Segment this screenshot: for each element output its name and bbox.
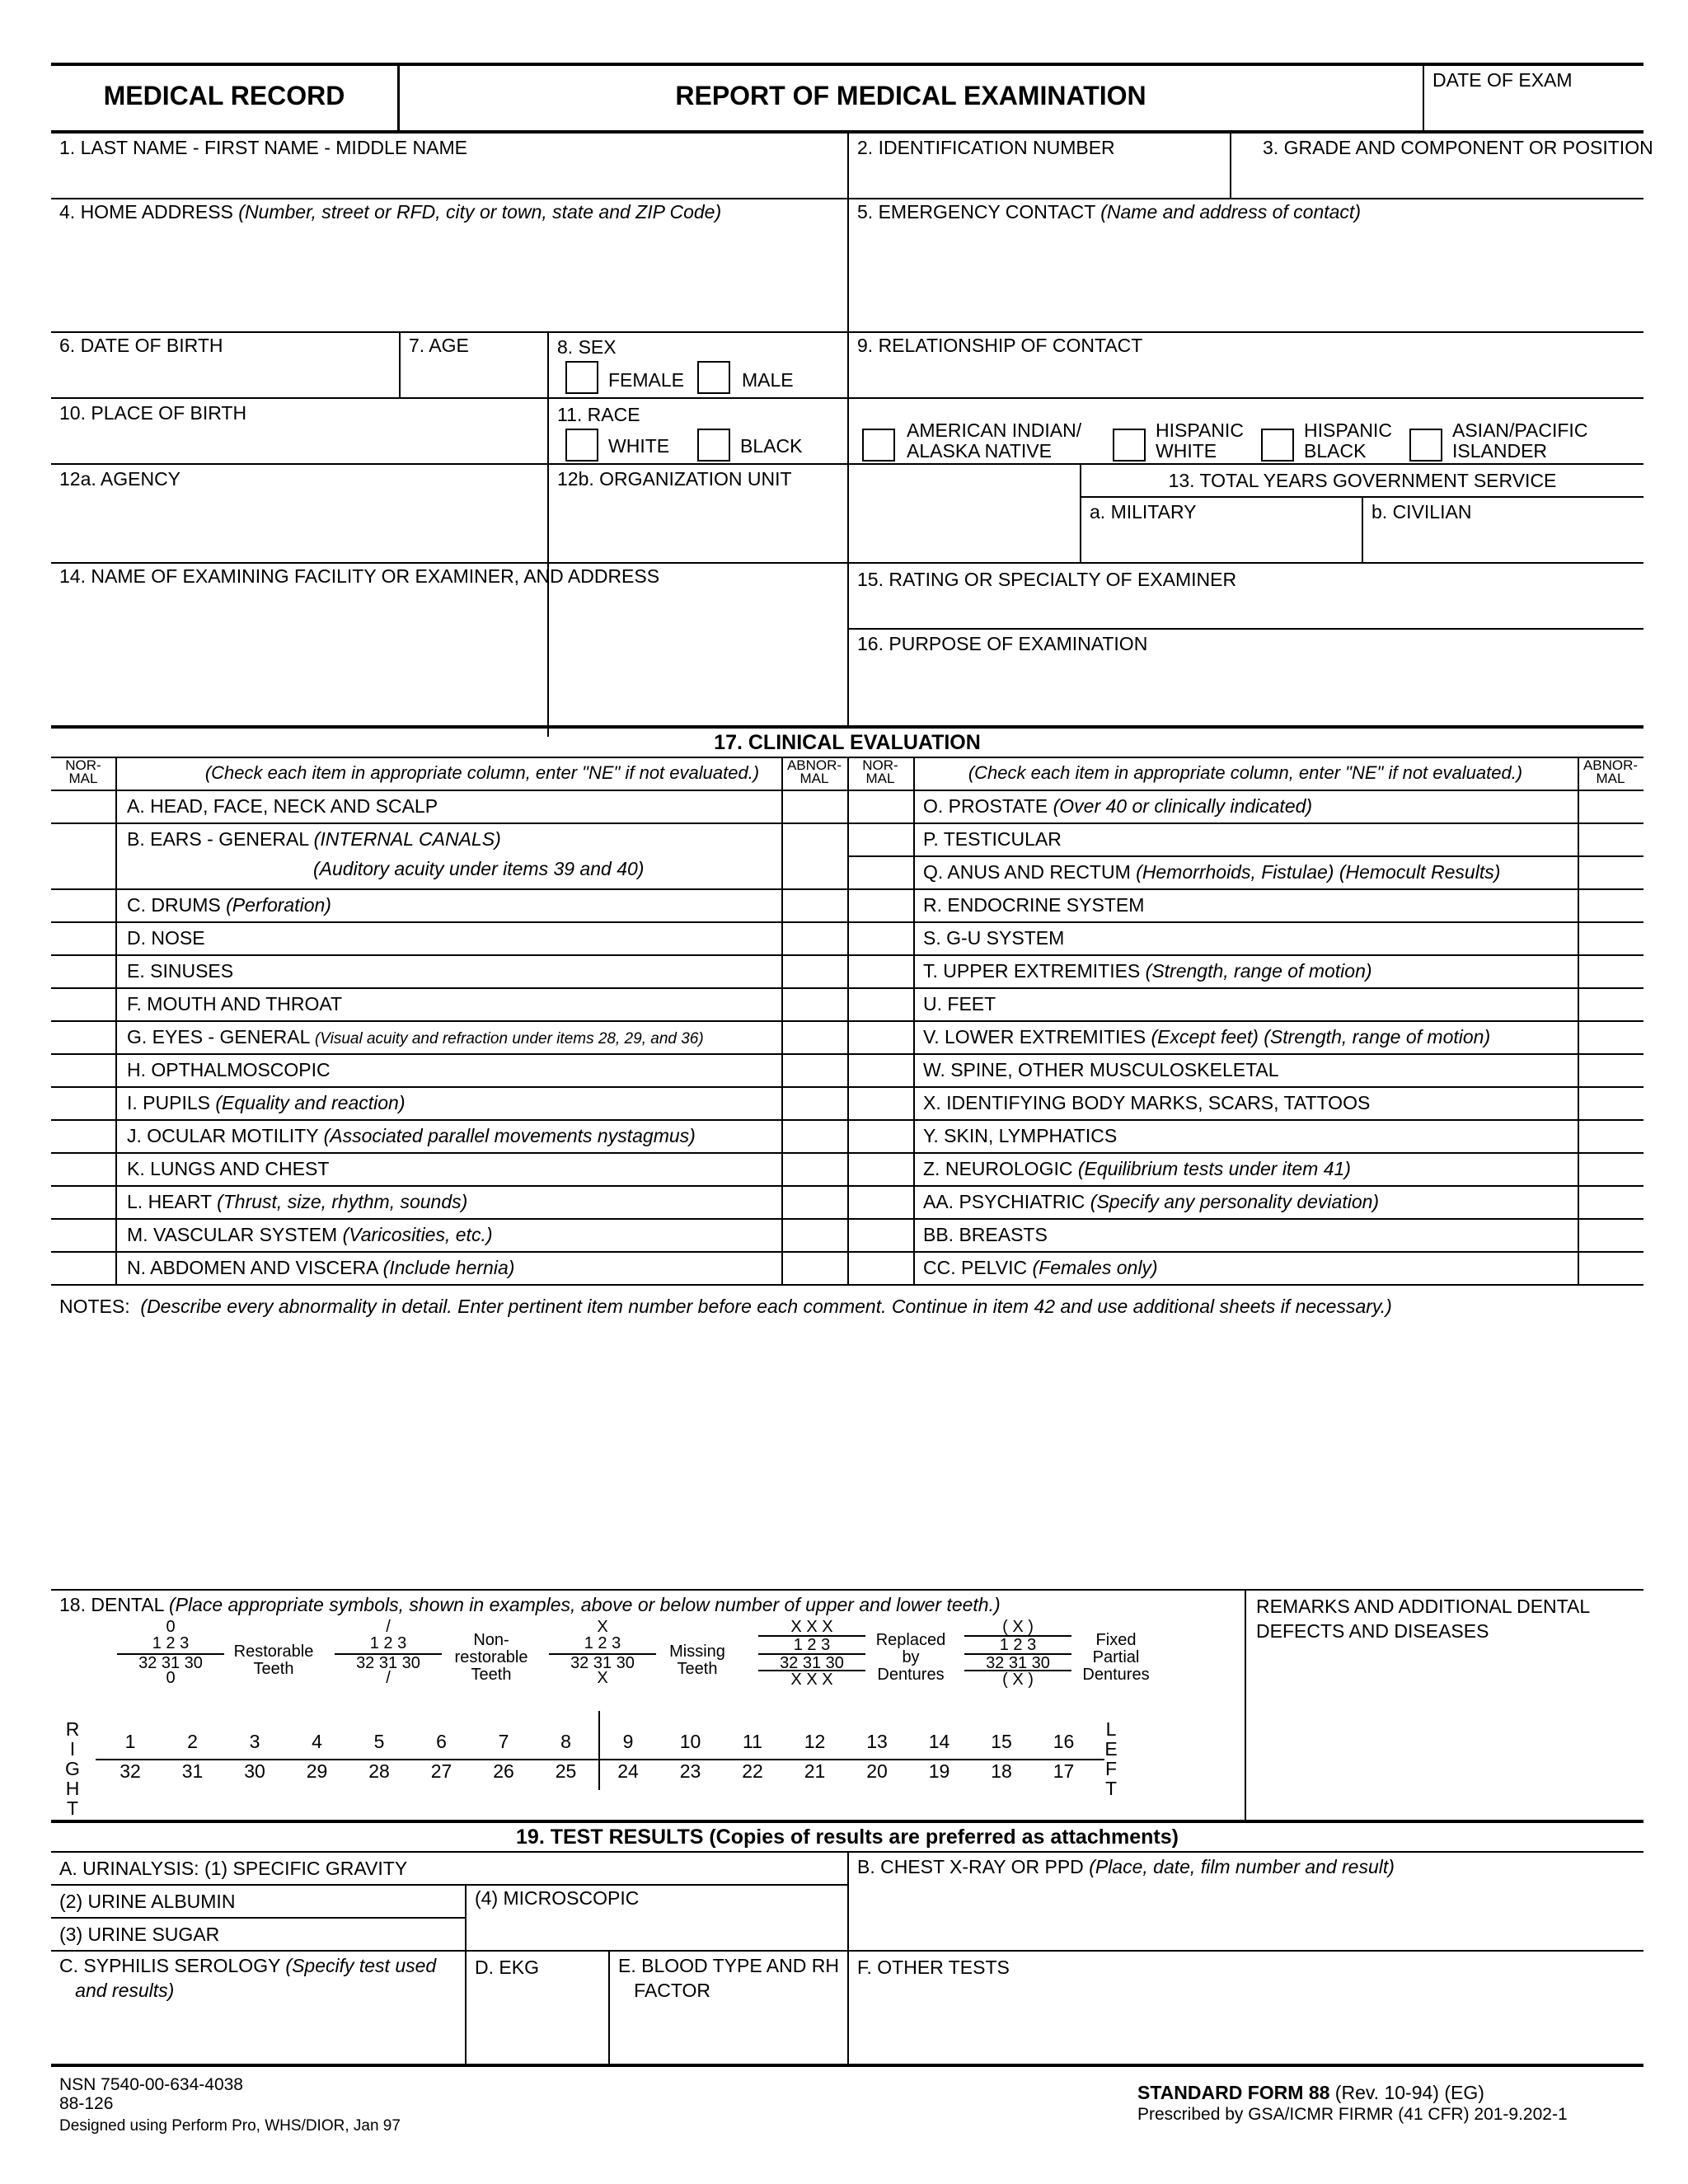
field-12b-label: 12b. ORGANIZATION UNIT bbox=[557, 468, 792, 490]
divider bbox=[1245, 1589, 1246, 1821]
tooth-upper[interactable]: 12 bbox=[804, 1731, 826, 1752]
tooth-lower[interactable]: 27 bbox=[430, 1760, 452, 1782]
field-16-label: 16. PURPOSE OF EXAMINATION bbox=[857, 633, 1148, 654]
abnormal-cell-left[interactable] bbox=[783, 1220, 787, 1224]
abnormal-cell-right[interactable] bbox=[1579, 824, 1583, 828]
microscopic-label: (4) MICROSCOPIC bbox=[475, 1887, 640, 1909]
ex-upper: 1 2 3 bbox=[152, 1634, 190, 1652]
rule bbox=[847, 1251, 1643, 1253]
normal-cell-right[interactable] bbox=[849, 1187, 853, 1191]
chest-xray-label: B. CHEST X-RAY OR PPD (Place, date, film number and result) bbox=[857, 1856, 1395, 1877]
tooth-lower[interactable]: 28 bbox=[368, 1760, 390, 1782]
field-6-label: 6. DATE OF BIRTH bbox=[59, 335, 223, 356]
normal-cell-left[interactable] bbox=[117, 1088, 121, 1092]
abnormal-cell-right[interactable] bbox=[1579, 1055, 1583, 1059]
abnormal-cell-left[interactable] bbox=[783, 956, 787, 960]
female-label: FEMALE bbox=[608, 369, 685, 391]
tooth-lower[interactable]: 20 bbox=[866, 1760, 888, 1782]
field-10-label: 10. PLACE OF BIRTH bbox=[59, 402, 247, 424]
tooth-lower[interactable]: 17 bbox=[1053, 1760, 1075, 1782]
clinical-item-right: P. TESTICULAR bbox=[923, 828, 1062, 850]
hispanic-white-label: HISPANIC WHITE bbox=[1156, 419, 1244, 462]
rule bbox=[51, 987, 847, 989]
footer-standard-form: STANDARD FORM 88 (Rev. 10-94) (EG) bbox=[1137, 2082, 1484, 2103]
abnormal-cell-left[interactable] bbox=[783, 1022, 787, 1026]
normal-cell-left[interactable] bbox=[117, 1022, 121, 1026]
footer-designed: Designed using Perform Pro, WHS/DIOR, Jan 97 bbox=[59, 2117, 401, 2135]
divider bbox=[847, 132, 849, 725]
tooth-lower[interactable]: 18 bbox=[991, 1760, 1012, 1782]
clinical-item-left: G. EYES - GENERAL (Visual acuity and refraction under items 28, 29, and 36) bbox=[127, 1026, 704, 1047]
abnormal-cell-left[interactable] bbox=[783, 791, 787, 795]
clinical-item-left: I. PUPILS (Equality and reaction) bbox=[127, 1092, 406, 1113]
abnormal-header-right: ABNOR- MAL bbox=[1582, 757, 1639, 786]
rule bbox=[51, 1251, 847, 1253]
rule bbox=[51, 1119, 847, 1121]
tooth-upper[interactable]: 6 bbox=[436, 1731, 447, 1752]
abnormal-cell-left[interactable] bbox=[783, 923, 787, 927]
urinalysis-label: A. URINALYSIS: (1) SPECIFIC GRAVITY bbox=[59, 1858, 408, 1879]
sym-slash-bottom: / bbox=[386, 1669, 391, 1687]
clinical-item-left: D. NOSE bbox=[127, 927, 205, 949]
abnormal-cell-right[interactable] bbox=[1579, 1121, 1583, 1125]
field-12a-label: 12a. AGENCY bbox=[59, 468, 181, 490]
midline bbox=[598, 1711, 600, 1790]
ex-lower: 32 31 30 bbox=[117, 1653, 224, 1672]
abnormal-cell-left[interactable] bbox=[783, 824, 787, 828]
field-3-label: 3. GRADE AND COMPONENT OR POSITION bbox=[1263, 137, 1653, 158]
normal-cell-right[interactable] bbox=[849, 1253, 853, 1257]
checkbox-hispanic-black[interactable] bbox=[1261, 429, 1294, 462]
field-13-label: 13. TOTAL YEARS GOVERNMENT SERVICE bbox=[1168, 470, 1557, 491]
normal-cell-left[interactable] bbox=[117, 824, 121, 828]
divider bbox=[1230, 132, 1231, 198]
abnormal-header-left: ABNOR- MAL bbox=[786, 757, 842, 786]
rule bbox=[51, 1218, 847, 1220]
rule bbox=[51, 1589, 1643, 1591]
rule bbox=[51, 1284, 847, 1286]
tooth-lower[interactable]: 31 bbox=[181, 1760, 204, 1782]
sym-par-bottom: ( X ) bbox=[964, 1670, 1071, 1689]
instruction-right: (Check each item in appropriate column, enter "NE" if not evaluated.) bbox=[968, 762, 1523, 783]
rule bbox=[51, 921, 847, 923]
sym-par-top: ( X ) bbox=[1002, 1618, 1034, 1636]
ex-upper: 1 2 3 bbox=[758, 1635, 865, 1654]
checkbox-female[interactable] bbox=[565, 361, 598, 394]
tooth-lower[interactable]: 19 bbox=[928, 1760, 950, 1782]
syphilis-label: C. SYPHILIS SEROLOGY (Specify test used and results) bbox=[59, 1955, 437, 2001]
normal-cell-left[interactable] bbox=[117, 791, 121, 795]
urine-sugar-label: (3) URINE SUGAR bbox=[59, 1924, 220, 1945]
left-side-label: L E F T bbox=[1104, 1718, 1118, 1799]
abnormal-cell-right[interactable] bbox=[1579, 1088, 1583, 1092]
clinical-item-right: Z. NEUROLOGIC (Equilibrium tests under item 41) bbox=[923, 1158, 1351, 1179]
clinical-item-right: BB. BREASTS bbox=[923, 1224, 1048, 1245]
field-11-label: 11. RACE bbox=[557, 404, 640, 425]
checkbox-male[interactable] bbox=[697, 361, 730, 394]
abnormal-cell-right[interactable] bbox=[1579, 857, 1583, 861]
tooth-upper[interactable]: 8 bbox=[560, 1731, 571, 1752]
restorable-label: Restorable Teeth bbox=[233, 1643, 314, 1678]
ex-upper: 1 2 3 bbox=[964, 1635, 1071, 1654]
field-13b-label: b. CIVILIAN bbox=[1372, 501, 1472, 523]
instruction-left: (Check each item in appropriate column, enter "NE" if not evaluated.) bbox=[204, 762, 760, 783]
normal-cell-left[interactable] bbox=[117, 1154, 121, 1158]
tooth-upper[interactable]: 4 bbox=[312, 1731, 322, 1752]
rule bbox=[51, 1086, 847, 1088]
rule bbox=[51, 725, 1643, 729]
normal-cell-right[interactable] bbox=[849, 1154, 853, 1158]
rule bbox=[51, 397, 1643, 399]
clinical-item-left: N. ABDOMEN AND VISCERA (Include hernia) bbox=[127, 1257, 515, 1278]
clinical-item-left: J. OCULAR MOTILITY (Associated parallel movements nystagmus) bbox=[127, 1125, 696, 1146]
normal-cell-right[interactable] bbox=[849, 1055, 853, 1059]
rule bbox=[51, 888, 847, 890]
divider bbox=[465, 1884, 467, 2065]
normal-cell-right[interactable] bbox=[849, 890, 853, 894]
divider bbox=[847, 1851, 849, 2065]
abnormal-cell-right[interactable] bbox=[1579, 989, 1583, 993]
ex-lower: 32 31 30 bbox=[964, 1653, 1071, 1672]
rule bbox=[847, 1152, 1643, 1154]
field-13a-label: a. MILITARY bbox=[1090, 501, 1197, 523]
rule bbox=[51, 1917, 465, 1919]
normal-cell-right[interactable] bbox=[849, 1022, 853, 1026]
tooth-lower[interactable]: 25 bbox=[555, 1760, 577, 1782]
rule bbox=[51, 1884, 847, 1886]
hispanic-black-label: HISPANIC BLACK bbox=[1304, 419, 1392, 462]
rule bbox=[51, 562, 1643, 564]
rule bbox=[847, 1053, 1643, 1055]
rule bbox=[847, 1284, 1643, 1286]
tests-title: 19. TEST RESULTS (Copies of results are preferred as attachments) bbox=[516, 1825, 1179, 1849]
tooth-lower[interactable]: 29 bbox=[306, 1760, 328, 1782]
top-rule bbox=[51, 63, 1643, 66]
rule bbox=[51, 1950, 1643, 1952]
normal-cell-right[interactable] bbox=[849, 824, 853, 828]
tooth-lower[interactable]: 32 bbox=[120, 1760, 141, 1782]
field-5-label: 5. EMERGENCY CONTACT (Name and address of contact) bbox=[857, 201, 1361, 223]
asian-pacific-label: ASIAN/PACIFIC ISLANDER bbox=[1452, 419, 1588, 462]
abnormal-cell-right[interactable] bbox=[1579, 1253, 1583, 1257]
sym-x-top: X bbox=[597, 1618, 608, 1636]
normal-cell-right[interactable] bbox=[849, 791, 853, 795]
field-8-label: 8. SEX bbox=[557, 336, 617, 358]
clinical-item-right: O. PROSTATE (Over 40 or clinically indicated) bbox=[923, 795, 1313, 817]
rule bbox=[847, 921, 1643, 923]
checkbox-american-indian[interactable] bbox=[862, 429, 895, 462]
replaced-label: Replaced by Dentures bbox=[875, 1631, 946, 1684]
medical-form bbox=[51, 63, 1653, 2065]
nonrestorable-label: Non- restorable Teeth bbox=[454, 1631, 528, 1684]
tooth-upper[interactable]: 1 bbox=[124, 1731, 136, 1752]
clinical-item-right: X. IDENTIFYING BODY MARKS, SCARS, TATTOOS bbox=[923, 1092, 1371, 1113]
abnormal-cell-right[interactable] bbox=[1579, 1022, 1583, 1026]
ex-upper: 1 2 3 bbox=[584, 1634, 621, 1652]
divider bbox=[1362, 496, 1363, 562]
field-2-label: 2. IDENTIFICATION NUMBER bbox=[857, 137, 1115, 158]
rule bbox=[51, 1020, 847, 1022]
tooth-upper[interactable]: 7 bbox=[498, 1731, 509, 1752]
clinical-item-right: CC. PELVIC (Females only) bbox=[923, 1257, 1158, 1278]
footer-nsn: NSN 7540-00-634-4038 88-126 bbox=[59, 2075, 243, 2113]
divider bbox=[1423, 63, 1424, 132]
tooth-upper[interactable]: 2 bbox=[187, 1731, 198, 1752]
dental-remarks-label: REMARKS AND ADDITIONAL DENTAL DEFECTS AND DISEASES bbox=[1256, 1596, 1591, 1642]
tooth-lower[interactable]: 23 bbox=[679, 1760, 701, 1782]
normal-cell-left[interactable] bbox=[117, 1253, 121, 1257]
normal-cell-right[interactable] bbox=[849, 1088, 853, 1092]
abnormal-cell-left[interactable] bbox=[783, 1253, 787, 1257]
ex-lower: 32 31 30 bbox=[549, 1653, 656, 1672]
clinical-item-right: T. UPPER EXTREMITIES (Strength, range of motion) bbox=[923, 960, 1372, 982]
field-14-label: 14. NAME OF EXAMINING FACILITY OR EXAMINER, AND ADDRESS bbox=[59, 565, 660, 587]
tooth-lower[interactable]: 30 bbox=[244, 1760, 265, 1782]
rule bbox=[847, 954, 1643, 956]
rule bbox=[847, 888, 1643, 890]
normal-cell-right[interactable] bbox=[849, 956, 853, 960]
footer-prescribed: Prescribed by GSA/ICMR FIRMR (41 CFR) 201-9.202-1 bbox=[1137, 2105, 1568, 2124]
tooth-lower[interactable]: 26 bbox=[493, 1760, 514, 1782]
tooth-upper[interactable]: 13 bbox=[866, 1731, 888, 1752]
sym-o-bottom: 0 bbox=[166, 1669, 176, 1687]
normal-cell-left[interactable] bbox=[117, 1187, 121, 1191]
header-medical-record: MEDICAL RECORD bbox=[103, 81, 345, 110]
notes-label: NOTES: (Describe every abnormality in detail. Enter pertinent item number before each comment. Continue in item 42 and use additional sheets if necessary.) bbox=[59, 1296, 1392, 1317]
rule bbox=[51, 1053, 847, 1055]
tooth-upper[interactable]: 10 bbox=[679, 1731, 701, 1752]
normal-cell-left[interactable] bbox=[117, 1220, 121, 1224]
ex-lower: 32 31 30 bbox=[335, 1653, 442, 1672]
normal-cell-right[interactable] bbox=[849, 1121, 853, 1125]
normal-cell-left[interactable] bbox=[117, 1121, 121, 1125]
rule bbox=[847, 823, 1643, 824]
divider bbox=[608, 1950, 610, 2065]
abnormal-cell-left[interactable] bbox=[783, 1055, 787, 1059]
abnormal-cell-left[interactable] bbox=[783, 890, 787, 894]
clinical-item-left: M. VASCULAR SYSTEM (Varicosities, etc.) bbox=[127, 1224, 493, 1245]
normal-cell-left[interactable] bbox=[117, 1055, 121, 1059]
abnormal-cell-right[interactable] bbox=[1579, 1220, 1583, 1224]
ekg-label: D. EKG bbox=[475, 1957, 539, 1978]
rule bbox=[847, 1218, 1643, 1220]
rule bbox=[51, 1152, 847, 1154]
tooth-upper[interactable]: 14 bbox=[928, 1731, 950, 1752]
sym-xxx-bottom: X X X bbox=[758, 1670, 865, 1689]
fixed-label: Fixed Partial Dentures bbox=[1082, 1631, 1150, 1684]
abnormal-cell-right[interactable] bbox=[1579, 890, 1583, 894]
tooth-lower[interactable]: 24 bbox=[617, 1760, 639, 1782]
normal-cell-right[interactable] bbox=[849, 857, 853, 861]
rule bbox=[847, 855, 1643, 857]
normal-cell-right[interactable] bbox=[849, 923, 853, 927]
clinical-item-right: V. LOWER EXTREMITIES (Except feet) (Strength, range of motion) bbox=[923, 1026, 1491, 1047]
abnormal-cell-left[interactable] bbox=[783, 1187, 787, 1191]
rule bbox=[847, 628, 1643, 630]
rule bbox=[847, 1086, 1643, 1088]
sym-slash-top: / bbox=[386, 1618, 391, 1636]
normal-cell-left[interactable] bbox=[117, 956, 121, 960]
header-title: REPORT OF MEDICAL EXAMINATION bbox=[675, 81, 1146, 110]
urine-albumin-label: (2) URINE ALBUMIN bbox=[59, 1891, 236, 1912]
ex-upper: 1 2 3 bbox=[369, 1634, 407, 1652]
tooth-upper[interactable]: 16 bbox=[1053, 1731, 1075, 1752]
sym-xxx-top: X X X bbox=[790, 1618, 833, 1636]
clinical-item-left: K. LUNGS AND CHEST bbox=[127, 1158, 330, 1179]
checkbox-hispanic-white[interactable] bbox=[1113, 429, 1146, 462]
normal-header-left: NOR- MAL bbox=[65, 757, 101, 786]
normal-cell-right[interactable] bbox=[849, 1220, 853, 1224]
clinical-item-right: AA. PSYCHIATRIC (Specify any personality deviation) bbox=[923, 1191, 1380, 1212]
clinical-item-left: L. HEART (Thrust, size, rhythm, sounds) bbox=[127, 1191, 468, 1212]
clinical-item-right: Q. ANUS AND RECTUM (Hemorrhoids, Fistulae) (Hemocult Results) bbox=[923, 861, 1501, 883]
clinical-title: 17. CLINICAL EVALUATION bbox=[714, 731, 981, 754]
bottom-rule bbox=[51, 2064, 1643, 2067]
field-9-label: 9. RELATIONSHIP OF CONTACT bbox=[857, 335, 1143, 356]
abnormal-cell-right[interactable] bbox=[1579, 1187, 1583, 1191]
date-of-exam-label: DATE OF EXAM bbox=[1432, 69, 1573, 91]
other-tests-label: F. OTHER TESTS bbox=[857, 1957, 1010, 1978]
clinical-item-left: A. HEAD, FACE, NECK AND SCALP bbox=[127, 795, 438, 817]
clinical-item-left: F. MOUTH AND THROAT bbox=[127, 993, 343, 1015]
clinical-item-right: W. SPINE, OTHER MUSCULOSKELETAL bbox=[923, 1059, 1279, 1080]
male-label: MALE bbox=[742, 369, 794, 391]
field-1-label: 1. LAST NAME - FIRST NAME - MIDDLE NAME bbox=[59, 137, 468, 158]
rule bbox=[51, 1820, 1643, 1823]
abnormal-cell-right[interactable] bbox=[1579, 923, 1583, 927]
rule bbox=[51, 954, 847, 956]
black-label: BLACK bbox=[740, 435, 803, 457]
right-side-label: R I G H T bbox=[65, 1718, 80, 1819]
normal-cell-left[interactable] bbox=[117, 989, 121, 993]
rule bbox=[51, 331, 1643, 333]
abnormal-cell-left[interactable] bbox=[783, 1154, 787, 1158]
tooth-upper[interactable]: 11 bbox=[743, 1731, 762, 1752]
divider bbox=[547, 331, 549, 737]
abnormal-cell-left[interactable] bbox=[783, 989, 787, 993]
clinical-item-left: H. OPTHALMOSCOPIC bbox=[127, 1059, 331, 1080]
clinical-item-right: R. ENDOCRINE SYSTEM bbox=[923, 894, 1145, 916]
abnormal-cell-right[interactable] bbox=[1579, 956, 1583, 960]
normal-cell-right[interactable] bbox=[849, 989, 853, 993]
ex-lower: 32 31 30 bbox=[758, 1653, 865, 1672]
rule bbox=[847, 987, 1643, 989]
sym-x-bottom: X bbox=[597, 1669, 608, 1687]
clinical-item-right: Y. SKIN, LYMPHATICS bbox=[923, 1125, 1118, 1146]
rule bbox=[51, 198, 1643, 199]
rule bbox=[847, 1020, 1643, 1022]
clinical-item-left: B. EARS - GENERAL (INTERNAL CANALS) bbox=[127, 828, 501, 850]
clinical-item-right: U. FEET bbox=[923, 993, 996, 1015]
checkbox-asian-pacific[interactable] bbox=[1409, 429, 1442, 462]
white-label: WHITE bbox=[608, 435, 670, 457]
tooth-lower[interactable]: 22 bbox=[742, 1760, 763, 1782]
normal-header-right: NOR- MAL bbox=[862, 757, 898, 786]
rule bbox=[847, 1119, 1643, 1121]
tooth-upper[interactable]: 15 bbox=[991, 1731, 1012, 1752]
abnormal-cell-right[interactable] bbox=[1579, 1154, 1583, 1158]
tooth-upper[interactable]: 9 bbox=[622, 1731, 634, 1752]
blood-type-label: E. BLOOD TYPE AND RH FACTOR bbox=[618, 1955, 839, 2001]
tooth-upper[interactable]: 5 bbox=[373, 1731, 385, 1752]
checkbox-white[interactable] bbox=[565, 429, 598, 462]
clinical-item-left: E. SINUSES bbox=[127, 960, 234, 982]
field-15-label: 15. RATING OR SPECIALTY OF EXAMINER bbox=[857, 569, 1237, 590]
rule bbox=[51, 463, 1643, 465]
abnormal-cell-left[interactable] bbox=[783, 1088, 787, 1092]
rule bbox=[847, 1185, 1643, 1187]
normal-cell-left[interactable] bbox=[117, 923, 121, 927]
ears-sub-label: (Auditory acuity under items 39 and 40) bbox=[313, 858, 645, 879]
clinical-item-left: C. DRUMS (Perforation) bbox=[127, 894, 331, 916]
rule bbox=[51, 1185, 847, 1187]
sym-o-top: 0 bbox=[166, 1618, 176, 1636]
missing-label: Missing Teeth bbox=[669, 1643, 725, 1678]
rule bbox=[51, 823, 847, 824]
checkbox-black[interactable] bbox=[697, 429, 730, 462]
abnormal-cell-right[interactable] bbox=[1579, 791, 1583, 795]
field-7-label: 7. AGE bbox=[409, 335, 469, 356]
american-indian-label: AMERICAN INDIAN/ ALASKA NATIVE bbox=[907, 419, 1082, 462]
dental-label: 18. DENTAL (Place appropriate symbols, shown in examples, above or below number of upper and lower teeth.) bbox=[59, 1594, 1001, 1615]
divider bbox=[399, 331, 401, 397]
normal-cell-left[interactable] bbox=[117, 890, 121, 894]
abnormal-cell-left[interactable] bbox=[783, 1121, 787, 1125]
tooth-upper[interactable]: 3 bbox=[249, 1731, 260, 1752]
clinical-item-right: S. G-U SYSTEM bbox=[923, 927, 1065, 949]
tooth-lower[interactable]: 21 bbox=[804, 1760, 826, 1782]
field-4-label: 4. HOME ADDRESS (Number, street or RFD, city or town, state and ZIP Code) bbox=[59, 201, 722, 223]
